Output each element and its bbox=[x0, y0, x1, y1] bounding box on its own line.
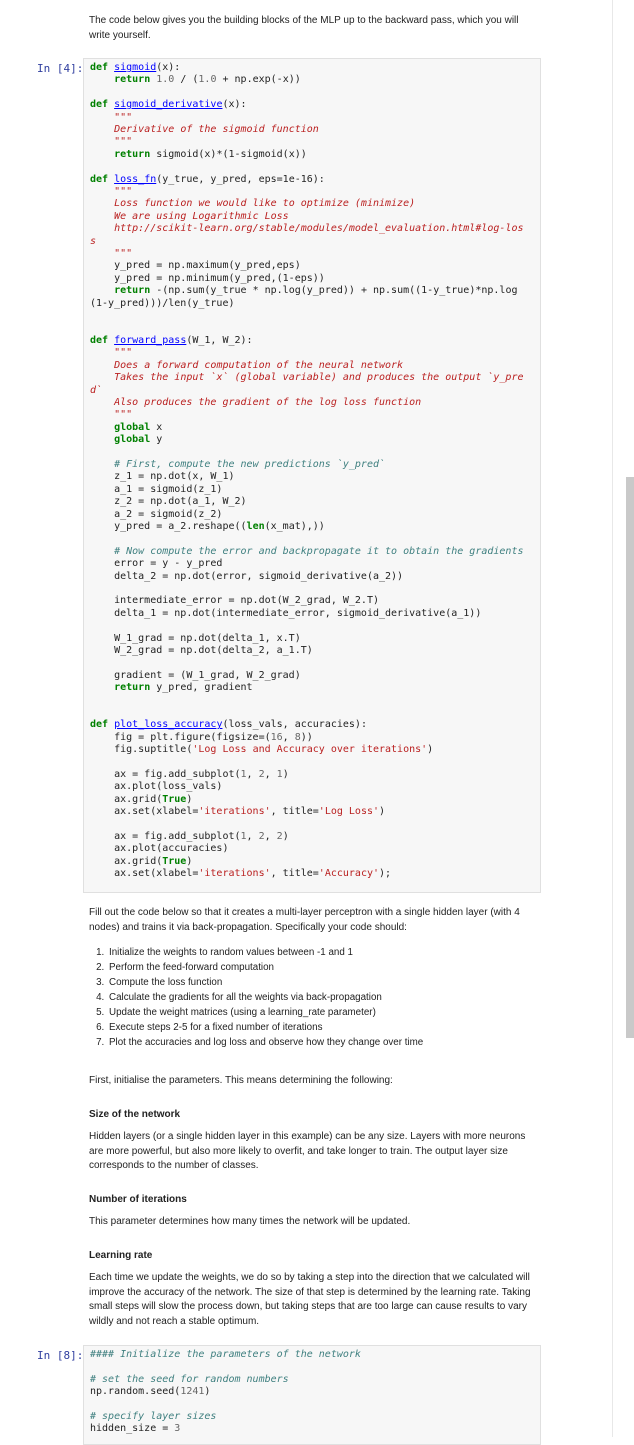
code-line bbox=[90, 496, 540, 508]
code-token: error = y - y_pred bbox=[90, 558, 223, 570]
code-token: """ bbox=[114, 111, 133, 123]
code-token: ax.grid( bbox=[90, 793, 163, 805]
code-line bbox=[90, 211, 540, 223]
code-token bbox=[90, 360, 114, 371]
code-line bbox=[90, 670, 540, 682]
step-item: 6. Execute steps 2-5 for a fixed number of iterations bbox=[107, 1020, 535, 1035]
code-token: return bbox=[114, 74, 157, 86]
code-token: s bbox=[90, 235, 97, 247]
code-token: + np.exp(-x)) bbox=[216, 74, 301, 86]
code-token: """ bbox=[114, 136, 133, 148]
code-token bbox=[90, 459, 114, 470]
code-token: def bbox=[90, 719, 115, 731]
code-token: y_pred = a_2.reshape(( bbox=[90, 520, 247, 532]
code-token bbox=[90, 248, 114, 259]
code-token: 2 bbox=[258, 768, 265, 780]
code-line bbox=[90, 248, 540, 260]
code-token: ax.set(xlabel= bbox=[90, 868, 199, 880]
code-line bbox=[90, 645, 540, 657]
code-token bbox=[90, 347, 114, 358]
code-token: 1 bbox=[240, 830, 247, 842]
code-line bbox=[90, 509, 540, 521]
code-token: delta_2 = np.dot(error, sigmoid_derivative(a_2)) bbox=[90, 570, 404, 582]
code-token: 1.0 bbox=[198, 74, 217, 86]
code-token: (x_mat),)) bbox=[264, 520, 325, 532]
learning-rate-heading: Learning rate bbox=[89, 1250, 153, 1261]
code-line bbox=[90, 385, 540, 397]
code-token: a_1 = sigmoid(z_1) bbox=[90, 483, 223, 495]
code-token: 2 bbox=[276, 830, 283, 842]
code-token: a_2 = sigmoid(z_2) bbox=[90, 508, 223, 520]
code-token: sigmoid(x)*(1-sigmoid(x)) bbox=[156, 148, 307, 160]
code-line bbox=[90, 422, 540, 434]
code-line bbox=[90, 372, 540, 384]
code-token: gradient = (W_1_grad, W_2_grad) bbox=[90, 669, 301, 681]
code-line bbox=[90, 843, 540, 855]
code-line bbox=[90, 347, 540, 359]
code-token bbox=[90, 223, 114, 234]
code-token: True bbox=[162, 855, 187, 867]
code-line bbox=[90, 1374, 540, 1386]
code-token: , bbox=[264, 830, 277, 842]
code-token: 'Log Loss and Accuracy over iterations' bbox=[192, 744, 428, 756]
code-token: Loss function we would like to optimize (minimize) bbox=[114, 198, 416, 210]
code-line bbox=[90, 310, 540, 322]
code-token: 1 bbox=[276, 768, 283, 780]
code-token: , title= bbox=[270, 868, 319, 880]
code-token: hidden_size = bbox=[90, 1423, 175, 1435]
code-token bbox=[90, 409, 114, 420]
code-token: fig.suptitle( bbox=[90, 744, 193, 756]
code-editor-2[interactable] bbox=[84, 1346, 540, 1436]
code-token bbox=[90, 124, 114, 135]
code-token: def bbox=[90, 334, 115, 346]
code-token bbox=[90, 372, 114, 383]
code-token bbox=[90, 682, 114, 693]
code-line bbox=[90, 285, 540, 297]
cell-prompt-1: In [4]: bbox=[37, 62, 84, 75]
iterations-heading: Number of iterations bbox=[89, 1194, 187, 1205]
iterations-text: This parameter determines how many times the network will be updated. bbox=[89, 1216, 411, 1227]
code-line bbox=[90, 744, 540, 756]
code-token: 2 bbox=[258, 830, 265, 842]
step-item: 1. Initialize the weights to random values between -1 and 1 bbox=[107, 945, 535, 960]
code-token: http://scikit-learn.org/stable/modules/model_evaluation.html#log-los bbox=[114, 223, 524, 235]
code-line bbox=[90, 124, 540, 136]
code-token: ) bbox=[186, 793, 193, 805]
code-token: )) bbox=[300, 731, 313, 743]
step-item: 4. Calculate the gradients for all the weights via back-propagation bbox=[107, 990, 535, 1005]
markdown-cell-task bbox=[89, 906, 535, 1050]
code-token: -(np.sum(y_true * np.log(y_pred)) + np.sum((1-y_true)*np.log bbox=[156, 285, 518, 297]
code-token: We are using Logarithmic Loss bbox=[114, 210, 289, 222]
code-token: y_pred = np.minimum(y_pred,(1-eps)) bbox=[90, 272, 325, 284]
code-token: 'Log Loss' bbox=[318, 806, 380, 818]
code-token: , title= bbox=[270, 806, 319, 818]
code-line bbox=[90, 1361, 540, 1373]
code-token: 16 bbox=[270, 731, 283, 743]
code-line bbox=[90, 546, 540, 558]
code-token bbox=[90, 211, 114, 222]
code-token: ) bbox=[282, 830, 289, 842]
code-line bbox=[90, 521, 540, 533]
code-token: y_pred = np.maximum(y_pred,eps) bbox=[90, 260, 301, 272]
code-token bbox=[90, 285, 114, 296]
code-token: y bbox=[156, 434, 163, 446]
code-token: return bbox=[114, 148, 157, 160]
code-token: Does a forward computation of the neural network bbox=[114, 359, 404, 371]
code-line bbox=[90, 657, 540, 669]
code-token: loss_fn bbox=[114, 173, 157, 185]
code-token bbox=[90, 198, 114, 209]
code-token: 'Accuracy' bbox=[318, 868, 380, 880]
code-token: d` bbox=[90, 384, 103, 396]
code-line bbox=[90, 447, 540, 459]
code-token: ax.grid( bbox=[90, 855, 163, 867]
code-line bbox=[90, 633, 540, 645]
code-line bbox=[90, 397, 540, 409]
steps-list bbox=[89, 945, 535, 1050]
code-token: (x): bbox=[156, 62, 181, 73]
code-cell-2[interactable] bbox=[83, 1345, 541, 1445]
code-token: , bbox=[264, 768, 277, 780]
learning-rate-text: Each time we update the weights, we do so by taking a step into the direction that we calculated will improve the accuracy of the network. The size of that step is determined by the learning rate. Taking small steps will slow the process down, but taking steps that are too large can cause results to vary wildly and not reach a stable optimum. bbox=[89, 1272, 531, 1327]
code-token: sigmoid_derivative bbox=[114, 99, 223, 111]
code-line bbox=[90, 198, 540, 210]
code-token: ) bbox=[204, 1386, 211, 1398]
code-line bbox=[90, 434, 540, 446]
code-token: def bbox=[90, 173, 115, 185]
code-line bbox=[90, 174, 540, 186]
code-token: 8 bbox=[294, 731, 301, 743]
code-line bbox=[90, 1423, 540, 1435]
markdown-cell-size bbox=[89, 1108, 535, 1174]
code-line bbox=[90, 732, 540, 744]
code-token: ax = fig.add_subplot( bbox=[90, 768, 241, 780]
code-token: global bbox=[114, 421, 157, 433]
size-text: Hidden layers (or a single hidden layer in this example) can be any size. Layers with more neurons are more powerful, but also more likely to overfit, and take longer to train. The output layer size corresponds to the number of classes. bbox=[89, 1131, 526, 1171]
markdown-cell-iterations bbox=[89, 1193, 535, 1230]
code-line bbox=[90, 87, 540, 99]
code-line bbox=[90, 707, 540, 719]
code-token: Takes the input `x` (global variable) and produces the output `y_pre bbox=[114, 372, 524, 384]
code-token: 'iterations' bbox=[198, 806, 271, 818]
code-token: True bbox=[162, 793, 187, 805]
code-line bbox=[90, 558, 540, 570]
code-token bbox=[90, 186, 114, 197]
step-item: 5. Update the weight matrices (using a learning_rate parameter) bbox=[107, 1005, 535, 1020]
code-token: 3 bbox=[174, 1423, 181, 1435]
code-token: forward_pass bbox=[114, 334, 187, 346]
code-token: ax.plot(loss_vals) bbox=[90, 781, 223, 793]
code-line bbox=[90, 769, 540, 781]
code-token: def bbox=[90, 62, 115, 73]
code-editor-1[interactable] bbox=[84, 59, 540, 881]
code-token: 1241 bbox=[180, 1386, 205, 1398]
code-token: z_2 = np.dot(a_1, W_2) bbox=[90, 496, 247, 508]
code-token: # set the seed for random numbers bbox=[90, 1373, 289, 1385]
code-token: delta_1 = np.dot(intermediate_error, sigmoid_derivative(a_1)) bbox=[90, 607, 482, 619]
code-token bbox=[90, 112, 114, 123]
code-token: global bbox=[114, 434, 157, 446]
code-token: return bbox=[114, 682, 157, 694]
code-token: (loss_vals, accuracies): bbox=[222, 719, 367, 731]
code-line bbox=[90, 223, 540, 235]
markdown-cell-learning-rate bbox=[89, 1249, 535, 1329]
code-line bbox=[90, 571, 540, 583]
code-token: (1-y_pred)))/len(y_true) bbox=[90, 297, 235, 309]
code-line bbox=[90, 695, 540, 707]
code-token bbox=[90, 136, 114, 147]
code-line bbox=[90, 360, 540, 372]
code-line bbox=[90, 298, 540, 310]
code-token: x bbox=[156, 421, 163, 433]
code-token: ) bbox=[379, 806, 386, 818]
code-token: , bbox=[246, 830, 259, 842]
code-line bbox=[90, 322, 540, 334]
code-token: 'iterations' bbox=[198, 868, 271, 880]
step-item: 7. Plot the accuracies and log loss and observe how they change over time bbox=[107, 1035, 535, 1050]
code-line bbox=[90, 161, 540, 173]
code-token: , bbox=[246, 768, 259, 780]
code-token: return bbox=[114, 285, 157, 297]
cell-prompt-2: In [8]: bbox=[37, 1349, 84, 1362]
code-token bbox=[90, 434, 114, 445]
markdown-cell-init bbox=[89, 1074, 535, 1089]
code-line bbox=[90, 1411, 540, 1423]
init-text: First, initialise the parameters. This means determining the following: bbox=[89, 1075, 393, 1086]
code-line bbox=[90, 99, 540, 111]
code-line bbox=[90, 459, 540, 471]
code-line bbox=[90, 533, 540, 545]
code-token bbox=[90, 546, 114, 557]
code-token: ) bbox=[282, 768, 289, 780]
code-cell-1[interactable] bbox=[83, 58, 541, 893]
code-token: intermediate_error = np.dot(W_2_grad, W_2.T) bbox=[90, 595, 379, 607]
code-token: z_1 = np.dot(x, W_1) bbox=[90, 471, 235, 483]
code-token: Derivative of the sigmoid function bbox=[114, 124, 319, 136]
scroll-track bbox=[612, 0, 613, 1437]
code-token: def bbox=[90, 99, 115, 111]
code-line bbox=[90, 682, 540, 694]
code-line bbox=[90, 1349, 540, 1361]
code-token: len bbox=[246, 520, 265, 532]
code-line bbox=[90, 74, 540, 86]
code-line bbox=[90, 794, 540, 806]
code-line bbox=[90, 409, 540, 421]
code-line bbox=[90, 620, 540, 632]
code-line bbox=[90, 273, 540, 285]
code-token: 1.0 bbox=[156, 74, 175, 86]
code-line bbox=[90, 819, 540, 831]
code-token: """ bbox=[114, 248, 133, 260]
code-token: / ( bbox=[174, 74, 199, 86]
code-token: fig = plt.figure(figsize=( bbox=[90, 731, 271, 743]
code-token: ax.plot(accuracies) bbox=[90, 843, 229, 855]
code-token: (W_1, W_2): bbox=[186, 334, 253, 346]
code-token: """ bbox=[114, 347, 133, 359]
code-line bbox=[90, 719, 540, 731]
code-token: # First, compute the new predictions `y_pred` bbox=[114, 458, 386, 470]
code-line bbox=[90, 608, 540, 620]
code-line bbox=[90, 868, 540, 880]
code-token bbox=[90, 397, 114, 408]
code-token bbox=[90, 74, 114, 85]
code-line bbox=[90, 260, 540, 272]
code-line bbox=[90, 595, 540, 607]
code-line bbox=[90, 1399, 540, 1411]
code-token: sigmoid bbox=[114, 62, 157, 73]
code-token: """ bbox=[114, 409, 133, 421]
code-token: ) bbox=[427, 744, 434, 756]
code-token: np.random.seed( bbox=[90, 1386, 181, 1398]
code-token: y_pred, gradient bbox=[156, 682, 253, 694]
code-token: ax = fig.add_subplot( bbox=[90, 830, 241, 842]
code-line bbox=[90, 236, 540, 248]
step-item: 2. Perform the feed-forward computation bbox=[107, 960, 535, 975]
code-token: (x): bbox=[222, 99, 247, 111]
code-line bbox=[90, 149, 540, 161]
code-token bbox=[90, 149, 114, 160]
code-token: W_1_grad = np.dot(delta_1, x.T) bbox=[90, 632, 301, 644]
task-text: Fill out the code below so that it creates a multi-layer perceptron with a single hidden layer (with 4 nodes) and trains it via back-propagation. Specifically your code should: bbox=[89, 907, 520, 933]
size-heading: Size of the network bbox=[89, 1109, 181, 1120]
step-item: 3. Compute the loss function bbox=[107, 975, 535, 990]
code-token: # specify layer sizes bbox=[90, 1411, 217, 1422]
code-line bbox=[90, 186, 540, 198]
code-token: #### Initialize the parameters of the network bbox=[90, 1349, 361, 1360]
code-line bbox=[90, 806, 540, 818]
code-token: # Now compute the error and backpropagate it to obtain the gradients bbox=[114, 545, 524, 557]
code-line bbox=[90, 484, 540, 496]
code-token: W_2_grad = np.dot(delta_2, a_1.T) bbox=[90, 644, 313, 656]
code-line bbox=[90, 583, 540, 595]
code-token: 1 bbox=[240, 768, 247, 780]
markdown-cell-intro bbox=[89, 14, 535, 43]
code-line bbox=[90, 781, 540, 793]
code-line bbox=[90, 335, 540, 347]
intro-text: The code below gives you the building blocks of the MLP up to the backward pass, which you will write yourself. bbox=[89, 15, 519, 41]
code-token: plot_loss_accuracy bbox=[114, 719, 223, 731]
code-line bbox=[90, 136, 540, 148]
code-token: , bbox=[282, 731, 295, 743]
code-line bbox=[90, 856, 540, 868]
code-line bbox=[90, 112, 540, 124]
scrollbar-thumb[interactable] bbox=[626, 477, 634, 1038]
code-token: (y_true, y_pred, eps=1e-16): bbox=[156, 173, 325, 185]
code-token bbox=[90, 422, 114, 433]
code-token: ); bbox=[379, 868, 392, 880]
code-token: ax.set(xlabel= bbox=[90, 806, 199, 818]
code-token: """ bbox=[114, 186, 133, 198]
code-line bbox=[90, 831, 540, 843]
code-token: Also produces the gradient of the log loss function bbox=[114, 396, 422, 408]
code-line bbox=[90, 471, 540, 483]
code-token: ) bbox=[186, 855, 193, 867]
code-line bbox=[90, 757, 540, 769]
code-line bbox=[90, 62, 540, 74]
code-line bbox=[90, 1386, 540, 1398]
